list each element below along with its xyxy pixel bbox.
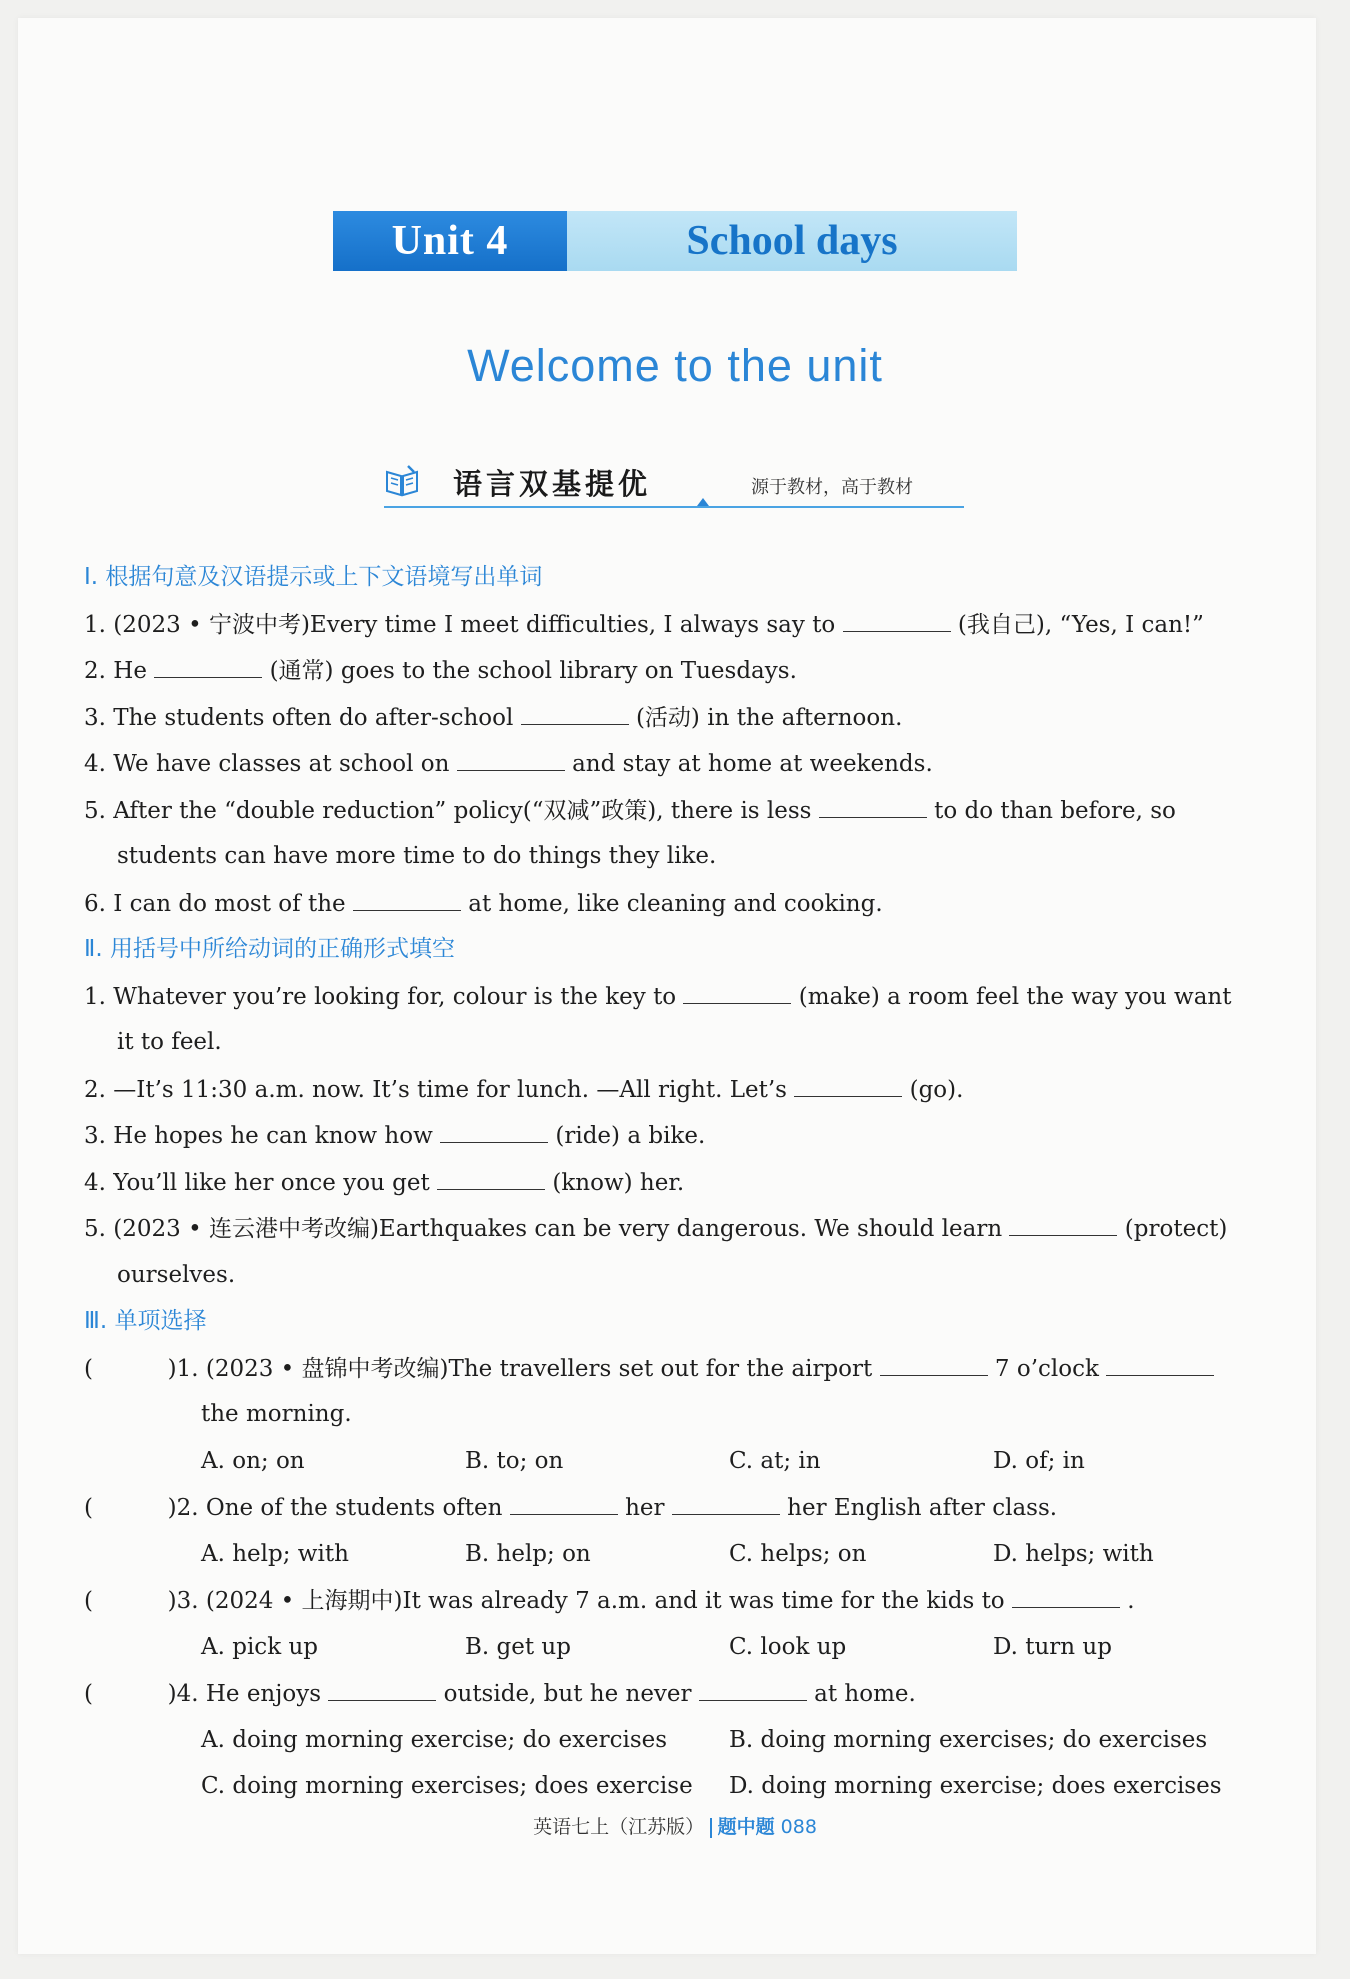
q-text: I can do most of the [113, 891, 346, 917]
q-text: He hopes he can know how [113, 1123, 433, 1149]
answer-blank[interactable] [1012, 1585, 1120, 1608]
part3-q1-cont: the morning. [201, 1401, 352, 1427]
option-b[interactable]: B. to; on [465, 1448, 564, 1474]
answer-blank[interactable] [1106, 1353, 1214, 1376]
q-text: You’ll like her once you get [113, 1170, 430, 1196]
q-text: (我自己), “Yes, I can!” [957, 612, 1204, 638]
part3-heading: Ⅲ. 单项选择 [84, 1308, 207, 1334]
q-text: (make) a room feel the way you want [798, 984, 1232, 1010]
answer-blank[interactable] [457, 748, 565, 771]
answer-blank[interactable] [440, 1120, 548, 1143]
q-number: 6. [84, 891, 106, 917]
part1-q3 [84, 702, 902, 733]
answer-blank[interactable] [1009, 1213, 1117, 1236]
option-c[interactable]: C. at; in [729, 1448, 821, 1474]
answer-paren[interactable]: ( [84, 1681, 93, 1707]
part1-q1 [84, 609, 1204, 640]
answer-blank[interactable] [699, 1678, 807, 1701]
answer-paren[interactable]: ( [84, 1356, 93, 1382]
answer-blank[interactable] [328, 1678, 436, 1701]
q-text: 7 o’clock [994, 1356, 1099, 1382]
book-name: 英语七上（江苏版） [533, 1816, 705, 1838]
brand-name: 题中题 [717, 1816, 775, 1838]
q-number: 2. [84, 1077, 106, 1103]
answer-paren[interactable]: ( [84, 1495, 93, 1521]
part1-q6 [84, 888, 883, 919]
q-number: )4. [167, 1681, 199, 1707]
q-text: (通常) goes to the school library on Tuesdays. [269, 658, 797, 684]
part2-q5 [84, 1213, 1227, 1244]
answer-blank[interactable] [521, 702, 629, 725]
answer-paren[interactable]: ( [84, 1588, 93, 1614]
q-text: The students often do after-school [113, 705, 514, 731]
q-number: 1. [84, 984, 106, 1010]
part3-q4 [84, 1678, 916, 1709]
q-number: 4. [84, 751, 106, 777]
part1-heading: Ⅰ. 根据句意及汉语提示或上下文语境写出单词 [84, 564, 543, 590]
part2-q2 [84, 1074, 963, 1105]
answer-blank[interactable] [353, 888, 461, 911]
answer-blank[interactable] [794, 1074, 902, 1097]
q-number: )2. [167, 1495, 199, 1521]
answer-blank[interactable] [510, 1492, 618, 1515]
footer-divider [710, 1818, 712, 1838]
option-d[interactable]: D. turn up [993, 1634, 1112, 1660]
q-text: Whatever you’re looking for, colour is the key to [113, 984, 677, 1010]
q-number: 1. [84, 612, 106, 638]
q-text: outside, but he never [443, 1681, 692, 1707]
q-text: at home. [814, 1681, 916, 1707]
unit-label: Unit 4 [333, 211, 567, 271]
section-divider [384, 506, 964, 508]
part2-q4 [84, 1167, 684, 1198]
option-d[interactable]: D. of; in [993, 1448, 1085, 1474]
part2-heading: Ⅱ. 用括号中所给动词的正确形式填空 [84, 936, 455, 962]
q-text: and stay at home at weekends. [572, 751, 933, 777]
unit-title: School days [567, 211, 1017, 271]
q-number: )1. [167, 1356, 199, 1382]
q-number: 3. [84, 1123, 106, 1149]
option-c[interactable]: C. look up [729, 1634, 847, 1660]
q-number: 3. [84, 705, 106, 731]
section-marker [697, 498, 709, 506]
book-icon [384, 464, 420, 498]
part1-q2 [84, 655, 797, 686]
part1-q5 [84, 795, 1176, 826]
part2-q1-cont: it to feel. [117, 1029, 222, 1055]
q-text: (活动) in the afternoon. [635, 705, 903, 731]
answer-blank[interactable] [154, 655, 262, 678]
q-text: (go). [909, 1077, 964, 1103]
part2-q3 [84, 1120, 705, 1151]
option-d[interactable]: D. doing morning exercise; does exercises [729, 1773, 1222, 1799]
lesson-subtitle: Welcome to the unit [467, 340, 883, 391]
option-a[interactable]: A. on; on [201, 1448, 305, 1474]
q-text: After the “double reduction” policy(“双减”政策), there is less [113, 798, 812, 824]
q-text: (ride) a bike. [555, 1123, 706, 1149]
answer-blank[interactable] [880, 1353, 988, 1376]
q-text: to do than before, so [934, 798, 1176, 824]
q-text: at home, like cleaning and cooking. [468, 891, 883, 917]
q-number: )3. [167, 1588, 199, 1614]
option-b[interactable]: B. help; on [465, 1541, 591, 1567]
q-text: her English after class. [787, 1495, 1058, 1521]
q-number: 2. [84, 658, 106, 684]
part1-q4 [84, 748, 933, 779]
answer-blank[interactable] [819, 795, 927, 818]
q-text: (2023 • 连云港中考改编)Earthquakes can be very dangerous. We should learn [113, 1216, 1003, 1242]
part2-q5-cont: ourselves. [117, 1262, 236, 1288]
part3-q1 [84, 1353, 1214, 1384]
option-b[interactable]: B. get up [465, 1634, 571, 1660]
option-a[interactable]: A. pick up [201, 1634, 318, 1660]
option-a[interactable]: A. doing morning exercise; do exercises [201, 1727, 668, 1753]
page-footer [0, 1812, 1350, 1839]
q-text: (2023 • 盘锦中考改编)The travellers set out for the airport [205, 1356, 873, 1382]
answer-blank[interactable] [683, 981, 791, 1004]
q-number: 5. [84, 798, 106, 824]
answer-blank[interactable] [437, 1167, 545, 1190]
q-text: One of the students often [205, 1495, 503, 1521]
q-text: He [113, 658, 147, 684]
q-text: He enjoys [205, 1681, 322, 1707]
option-d[interactable]: D. helps; with [993, 1541, 1154, 1567]
q-text: (protect) [1124, 1216, 1228, 1242]
q-text: her [625, 1495, 665, 1521]
part3-q3 [84, 1585, 1135, 1616]
part2-q1 [84, 981, 1231, 1012]
option-c[interactable]: C. helps; on [729, 1541, 867, 1567]
q-text: —It’s 11:30 a.m. now. It’s time for lunch. —All right. Let’s [113, 1077, 787, 1103]
q-text: (know) her. [552, 1170, 685, 1196]
q-text: (2023 • 宁波中考)Every time I meet difficulties, I always say to [113, 612, 836, 638]
part1-q5-cont: students can have more time to do things they like. [117, 843, 717, 869]
q-number: 5. [84, 1216, 106, 1242]
page-number: 088 [780, 1816, 817, 1838]
option-b[interactable]: B. doing morning exercises; do exercises [729, 1727, 1208, 1753]
part3-q2 [84, 1492, 1057, 1523]
answer-blank[interactable] [843, 609, 951, 632]
option-a[interactable]: A. help; with [201, 1541, 349, 1567]
q-text: (2024 • 上海期中)It was already 7 a.m. and it was time for the kids to [205, 1588, 1005, 1614]
section-motto: 源于教材，高于教材 [751, 477, 913, 498]
q-text: We have classes at school on [113, 751, 450, 777]
q-number: 4. [84, 1170, 106, 1196]
option-c[interactable]: C. doing morning exercises; does exercise [201, 1773, 693, 1799]
answer-blank[interactable] [672, 1492, 780, 1515]
q-text: . [1127, 1588, 1135, 1614]
section-header [384, 458, 964, 508]
section-label: 语言双基提优 [453, 467, 652, 501]
